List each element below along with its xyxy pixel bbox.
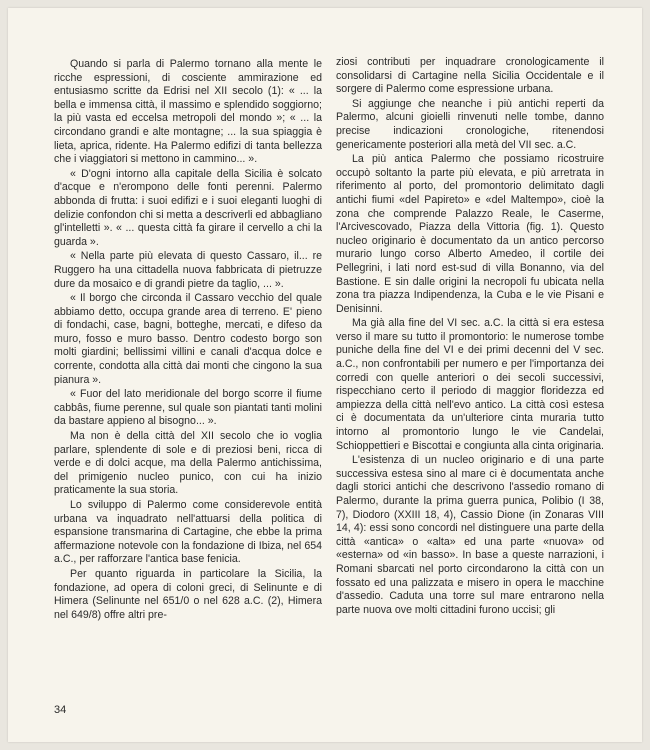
right-column — [336, 56, 604, 617]
paragraph: Per quanto riguarda in particolare la Sicilia, la fondazione, ad opera di coloni greci, di Selinunte e di Himera (Selinunte nel 651/0 o nel 628 a.C. (2), Himera nel 649/8) offre altri pre- — [54, 567, 322, 621]
paragraph: « Fuor del lato meridionale del borgo scorre il fiume cabbâs, fiume perenne, sul quale son piantati tanti molini da bastare appieno al bisogno... ». — [54, 388, 322, 428]
paragraph: Ma già alla fine del VI sec. a.C. la città si era estesa verso il mare su tutto il promontorio: le numerose tombe puniche della fine del VI e dei primi decenni del V sec. a.C., non confrontabili per numero e per l'importanza dei corredi con quelle anteriori o dei secoli successivi, rispecchiano certo il periodo di maggior floridezza ed ampiezza della città nell'evo antico. La città così estesa ci è documentata da un'ulteriore cinta muraria tutto intorno al promontorio lungo le vie Candelai, Schioppettieri e Biscottai e congiunta alla cinta originaria. — [336, 317, 604, 452]
paragraph: « Il borgo che circonda il Cassaro vecchio del quale abbiamo detto, occupa grande area di terreno. E' pieno di fondachi, case, bagni, botteghe, mercati, e difeso da muro, fosso e muro basso. Dentro codesto borgo son molti giardini; bellissimi villini e canali d'acqua dolce e corrente, condotta alla città dai monti che cingono la sua pianura ». — [54, 292, 322, 386]
paragraph: L'esistenza di un nucleo originario e di una parte successiva estesa sino al mare ci è documentata anche dagli storici antichi che descrivono l'assedio romano di Palermo, durante la prima guerra punica, Polibio (I 38, 7), Diodoro (XXIII 18, 4), Cassio Dione (in Zonaras VIII 14, 4): essi sono concordi nel distinguere una parte della città «antica» o «alta» ed una parte «nuova» od «esterna» od «in basso». In base a queste narrazioni, i Romani sbarcati nel porto circondarono la città con un fossato ed una palizzata e misero in opera le macchine d'assedio. Caduta una torre sul mare entrarono nella parte nuova ove molti cittadini furono uccisi; gli — [336, 454, 604, 616]
book-page — [8, 8, 642, 742]
page-number: 34 — [54, 704, 67, 716]
paragraph: Si aggiunge che neanche i più antichi reperti da Palermo, alcuni gioielli rinvenuti nelle tombe, danno precise indicazioni cronologiche, ritenendosi genericamente posteriori alla metà del VII sec. a.C. — [336, 97, 604, 151]
paragraph-continuation: ziosi contributi per inquadrare cronologicamente il consolidarsi di Cartagine nella Sicilia Occidentale e il sorgere di Palermo come espressione urbana. — [336, 56, 604, 96]
paragraph: Quando si parla di Palermo tornano alla mente le ricche espressioni, di cosciente ammirazione ed entusiasmo scritte da Edrisi nel XII secolo (1): « ... la bella e immensa città, il massimo e splendido soggiorno; la più vasta ed eccelsa metropoli del mondo »; « ... la circondano grandi e alte montagne; ... la sua spiaggia è lieta, aprica, ridente. Ha Palermo edifizi di tanta bellezza che i viaggiatori si mettono in cammino... ». — [54, 58, 322, 166]
paragraph: Ma non è della città del XII secolo che io voglia parlare, splendente di sole e di preziosi beni, ricca di verde e di dolci acque, ma della Palermo antichissima, del primigenio nucleo punico, con cui ha inizio praticamente la sua storia. — [54, 430, 322, 497]
paragraph: Lo sviluppo di Palermo come considerevole entità urbana va inquadrato nell'attuarsi della politica di espansione transmarina di Cartagine, che ebbe la prima affermazione notevole con la fondazione di Ibiza, nel 654 a.C., per rafforzare l'antica base fenicia. — [54, 499, 322, 566]
left-column — [54, 58, 322, 622]
paragraph: « D'ogni intorno alla capitale della Sicilia è solcato d'acque e n'erompono delle fonti perenni. Palermo abbonda di frutta: i suoi edifizi e i suoi eleganti luoghi di delizie confondon chi si metta a descriverli ed abbagliano gl'intelletti ». « ... questa città fa girare il cervello a chi la guarda ». — [54, 167, 322, 248]
paragraph: La più antica Palermo che possiamo ricostruire occupò soltanto la parte più elevata, e più arretrata in riferimento al porto, del promontorio delimitato dagli antichi fiumi «del Papireto» e «del Maltempo», cioè la zona che comprende Palazzo Reale, le Caserme, l'Arcivescovado, Piazza della Vittoria (fig. 1). Questo nucleo originario è documentato da un antico percorso murario lungo corso Alberto Amedeo, il cortile dei Pellegrini, i lati nord est-sud di villa Bonanno, via del Bastione. E sin dalle origini la necropoli fu ubicata nella zona tra piazza Indipendenza, la Cuba e le vie Pisani e Denisinni. — [336, 153, 604, 315]
paragraph: « Nella parte più elevata di questo Cassaro, il... re Ruggero ha una cittadella nuova fabbricata di pietruzze dure da mosaico e di grandi pietre da taglio, ... ». — [54, 250, 322, 290]
